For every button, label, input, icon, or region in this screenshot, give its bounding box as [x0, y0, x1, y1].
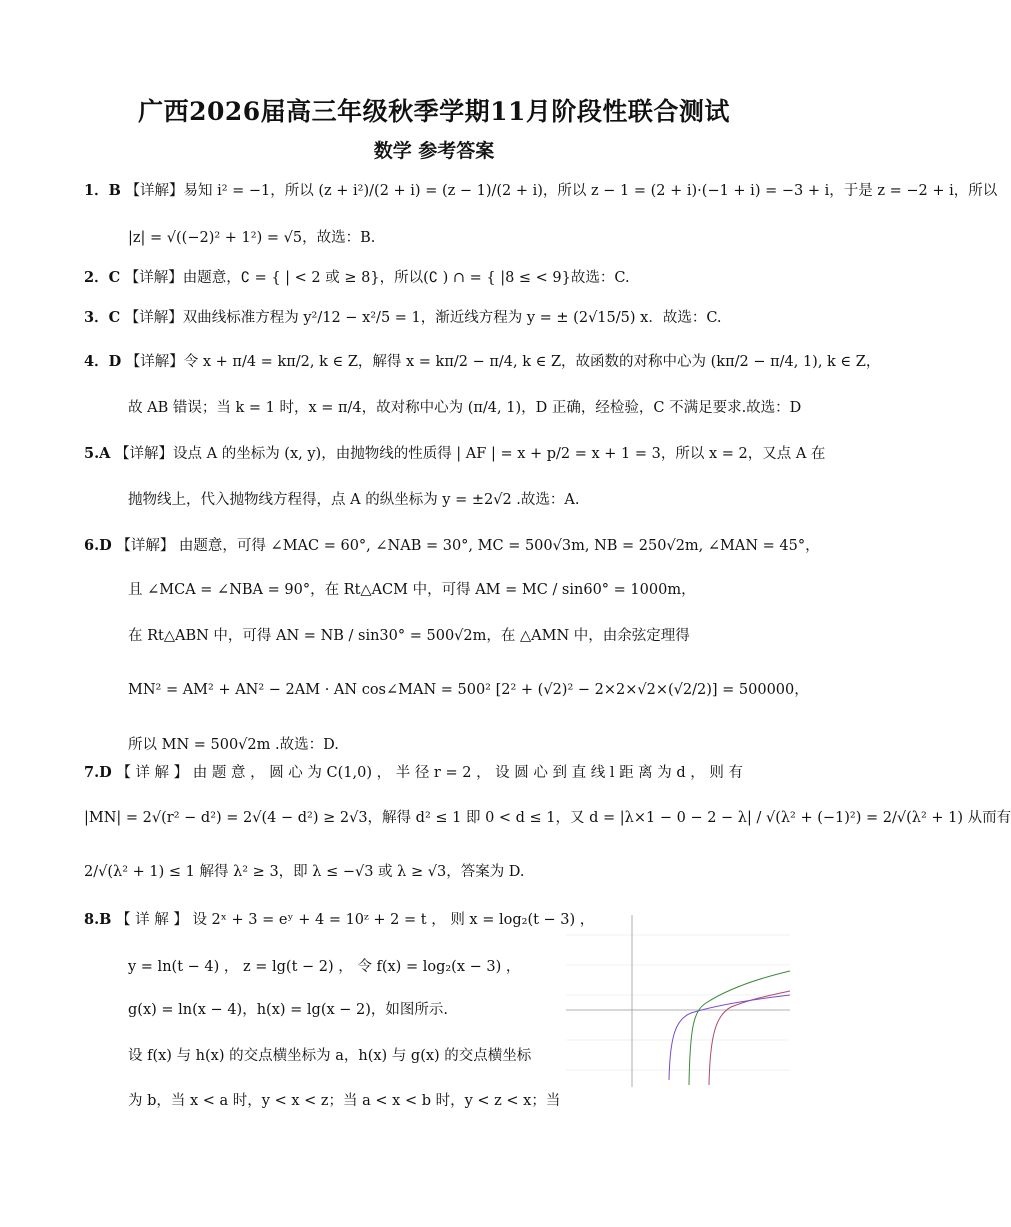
answer-line — [84, 268, 630, 288]
answer-line — [84, 910, 594, 930]
answer-text: 【 详 解 】 由 题 意 ， 圆 心 为 C(1,0) ， 半 径 r = 2 ， 设 圆 心 到 直 线 l 距 离 为 d ， 则 有 — [116, 765, 744, 781]
answer-text: 【详解】双曲线标准方程为 y²/12 − x²/5 = 1，渐近线方程为 y = ± (2√15/5) x．故选：C. — [124, 310, 722, 326]
question-number: 2．C — [84, 269, 121, 286]
curve-f — [689, 971, 790, 1085]
question-number: 5.A — [84, 445, 111, 462]
answer-text: 【详解】设点 A 的坐标为 (x, y)，由抛物线的性质得 | AF | = x + p/2 = x + 1 = 3，所以 x = 2，又点 A 在 — [115, 446, 826, 462]
answer-line — [84, 352, 880, 372]
answer-line: y = ln(t − 4) ， z = lg(t − 2) ， 令 f(x) = log₂(x − 3) ， — [128, 959, 521, 975]
question-number: 8.B — [84, 911, 112, 928]
question-number: 1．B — [84, 182, 121, 199]
answer-text: 【详解】 由题意，可得 ∠MAC = 60°, ∠NAB = 30°, MC = 500√3m, NB = 250√2m, ∠MAN = 45°， — [116, 538, 820, 554]
answer-line: |z| = √((−2)² + 1²) = √5，故选：B. — [128, 230, 376, 246]
answer-line: 且 ∠MCA = ∠NBA = 90°，在 Rt△ACM 中，可得 AM = MC / sin60° = 1000m， — [128, 582, 696, 598]
answer-line: g(x) = ln(x − 4)，h(x) = lg(x − 2)，如图所示. — [128, 1002, 449, 1018]
answer-text: 【 详 解 】 设 2ˣ + 3 = eʸ + 4 = 10ᶻ + 2 = t ， 则 x = log₂(t − 3) ， — [116, 912, 595, 928]
answer-line — [84, 181, 997, 201]
grid-lines — [566, 935, 790, 1070]
page-title: 广西2026届高三年级秋季学期11月阶段性联合测试 — [138, 97, 730, 126]
answer-line: 为 b，当 x < a 时，y < x < z；当 a < x < b 时，y < z < x；当 — [128, 1093, 561, 1109]
answer-line: 故 AB 错误；当 k = 1 时，x = π/4，故对称中心为 (π/4, 1)，D 正确，经检验，C 不满足要求.故选：D — [128, 400, 802, 416]
question-number: 4．D — [84, 353, 122, 370]
answer-line: 在 Rt△ABN 中，可得 AN = NB / sin30° = 500√2m，在 △AMN 中，由余弦定理得 — [128, 628, 690, 644]
answer-line — [84, 308, 722, 328]
answer-line: MN² = AM² + AN² − 2AM · AN cos∠MAN = 500² [2² + (√2)² − 2×2×√2×(√2/2)] = 500000， — [128, 682, 809, 698]
question-number: 7.D — [84, 764, 112, 781]
answer-line: |MN| = 2√(r² − d²) = 2√(4 − d²) ≥ 2√3，解得 d² ≤ 1 即 0 < d ≤ 1，又 d = |λ×1 − 0 − 2 − λ| / √(λ² + (−1)²) = 2/√(λ² + 1) 从而有 — [84, 810, 1011, 826]
question-number: 3．C — [84, 309, 121, 326]
function-graph — [566, 915, 790, 1087]
page-subtitle: 数学 参考答案 — [373, 140, 495, 162]
answer-text: 【详解】由题意，∁ = { | < 2 或 ≥ 8}，所以(∁ ) ∩ = { |8 ≤ < 9}故选：C. — [124, 270, 630, 286]
answer-line: 设 f(x) 与 h(x) 的交点横坐标为 a，h(x) 与 g(x) 的交点横坐标 — [128, 1048, 532, 1064]
answer-line: 2/√(λ² + 1) ≤ 1 解得 λ² ≥ 3，即 λ ≤ −√3 或 λ ≥ √3，答案为 D. — [84, 864, 525, 880]
answer-text: 【详解】易知 i² = −1，所以 (z + i²)/(2 + i) = (z − 1)/(2 + i)，所以 z − 1 = (2 + i)·(−1 + i) = −3 + i，于是 z = −2 + i，所以 — [125, 183, 998, 199]
answer-line: 抛物线上，代入抛物线方程得，点 A 的纵坐标为 y = ±2√2 .故选：A. — [128, 492, 580, 508]
answer-line — [84, 763, 743, 783]
question-number: 6.D — [84, 537, 112, 554]
answer-line — [84, 536, 820, 556]
answer-line: 所以 MN = 500√2m .故选：D. — [128, 737, 339, 753]
answer-text: 【详解】令 x + π/4 = kπ/2, k ∈ Z，解得 x = kπ/2 − π/4, k ∈ Z，故函数的对称中心为 (kπ/2 − π/4, 1), k ∈ Z， — [125, 354, 881, 370]
answer-line — [84, 444, 825, 464]
